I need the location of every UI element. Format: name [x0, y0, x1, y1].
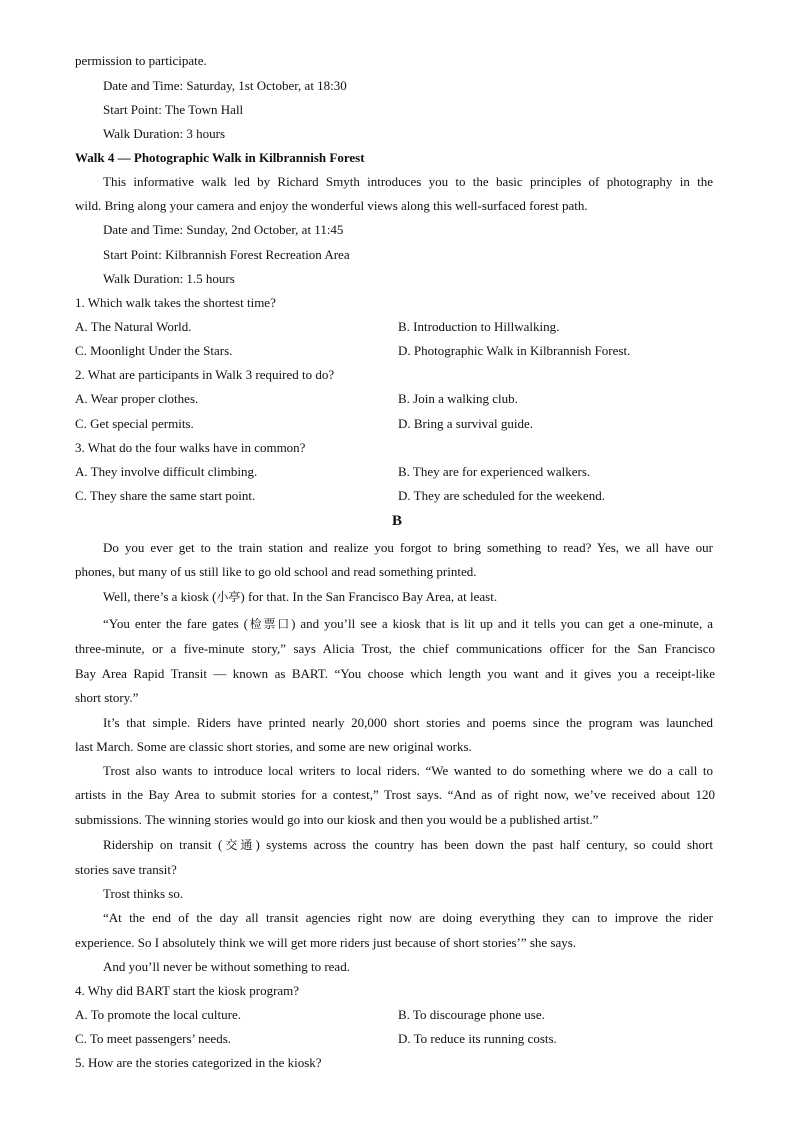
chinese-gloss: 交通 — [222, 838, 256, 852]
option-b: B. They are for experienced walkers. — [398, 464, 591, 479]
question-stem: 4. Why did BART start the kiosk program? — [75, 983, 300, 998]
paragraph-line: short story.” — [75, 690, 139, 705]
paragraph-line: And you’ll never be without something to read. — [103, 959, 350, 974]
paragraph-line: phones, but many of us still like to go old school and read something printed. — [75, 564, 477, 579]
paragraph-line: Bay Area Rapid Transit — known as BART. “You choose which length you want and it gives you a receipt-like — [75, 666, 715, 681]
paragraph-line: Trost thinks so. — [103, 886, 184, 901]
paragraph-line — [103, 615, 713, 633]
section-heading: B — [391, 513, 402, 529]
option-a: A. Wear proper clothes. — [75, 391, 199, 406]
option-c: C. Get special permits. — [75, 416, 194, 431]
option-d: D. Bring a survival guide. — [398, 416, 534, 431]
walk4-duration: Walk Duration: 1.5 hours — [103, 271, 235, 286]
chinese-gloss: 小亭 — [216, 590, 241, 604]
walk4-desc-line1: This informative walk led by Richard Smyth introduces you to the basic principles of photography in the — [103, 174, 713, 189]
option-a: A. The Natural World. — [75, 319, 192, 334]
walk3-date-time: Date and Time: Saturday, 1st October, at 18:30 — [103, 78, 347, 93]
paragraph-line: three-minute, or a five-minute story,” says Alicia Trost, the chief communications officer for the San Francisco — [75, 641, 715, 656]
intro-continued: permission to participate. — [75, 53, 207, 68]
paragraph-line: “At the end of the day all transit agencies right now are doing everything they can to improve the rider — [103, 910, 713, 925]
paragraph-line: last March. Some are classic short stories, and some are new original works. — [75, 739, 472, 754]
option-b: B. Introduction to Hillwalking. — [398, 319, 560, 334]
walk4-desc-line2: wild. Bring along your camera and enjoy the wonderful views along this well-surfaced forest path. — [75, 198, 588, 213]
option-a: A. To promote the local culture. — [75, 1007, 241, 1022]
paragraph-line: stories save transit? — [75, 862, 177, 877]
text-segment: ) systems across the country has been down the past half century, so could short — [255, 837, 713, 852]
paragraph-line: submissions. The winning stories would go into our kiosk and then you would be a published artist.” — [75, 812, 599, 827]
walk3-duration: Walk Duration: 3 hours — [103, 126, 226, 141]
option-c: C. To meet passengers’ needs. — [75, 1031, 232, 1046]
option-d: D. They are scheduled for the weekend. — [398, 488, 605, 503]
walk4-date-time: Date and Time: Sunday, 2nd October, at 11:45 — [103, 222, 344, 237]
paragraph-line: experience. So I absolutely think we will get more riders just because of short stories’” she says. — [75, 935, 577, 950]
question-stem: 2. What are participants in Walk 3 required to do? — [75, 367, 335, 382]
text-segment: ) and you’ll see a kiosk that is lit up and it tells you can get a one-minute, a — [291, 616, 713, 631]
paragraph-line: artists in the Bay Area to submit stories for a contest,” Trost says. “And as of right now, we’ve received about 120 — [75, 787, 715, 802]
text-segment: ) for that. In the San Francisco Bay Area, at least. — [240, 589, 498, 604]
option-b: B. To discourage phone use. — [398, 1007, 545, 1022]
paragraph-line: Do you ever get to the train station and realize you forgot to bring something to read? Yes, we all have our — [103, 540, 713, 555]
text-segment: Ridership on transit ( — [103, 837, 223, 852]
walk4-title: Walk 4 — Photographic Walk in Kilbrannish Forest — [75, 150, 365, 165]
paragraph-line: It’s that simple. Riders have printed nearly 20,000 short stories and poems since the program was launched — [103, 715, 713, 730]
question-stem: 1. Which walk takes the shortest time? — [75, 295, 276, 310]
question-stem: 5. How are the stories categorized in the kiosk? — [75, 1055, 322, 1070]
text-segment: Well, there’s a kiosk ( — [103, 589, 217, 604]
option-c: C. Moonlight Under the Stars. — [75, 343, 233, 358]
walk3-start-point: Start Point: The Town Hall — [103, 102, 244, 117]
option-d: D. Photographic Walk in Kilbrannish Forest. — [398, 343, 631, 358]
question-stem: 3. What do the four walks have in common? — [75, 440, 306, 455]
option-a: A. They involve difficult climbing. — [75, 464, 258, 479]
paragraph-line — [103, 588, 497, 606]
option-d: D. To reduce its running costs. — [398, 1031, 557, 1046]
walk4-start-point: Start Point: Kilbrannish Forest Recreation Area — [103, 247, 350, 262]
text-segment: “You enter the fare gates ( — [103, 616, 249, 631]
option-c: C. They share the same start point. — [75, 488, 256, 503]
paragraph-line — [103, 836, 713, 854]
chinese-gloss: 检票口 — [248, 617, 292, 631]
paragraph-line: Trost also wants to introduce local writers to local riders. “We wanted to do something where we do a call to — [103, 763, 713, 778]
option-b: B. Join a walking club. — [398, 391, 518, 406]
